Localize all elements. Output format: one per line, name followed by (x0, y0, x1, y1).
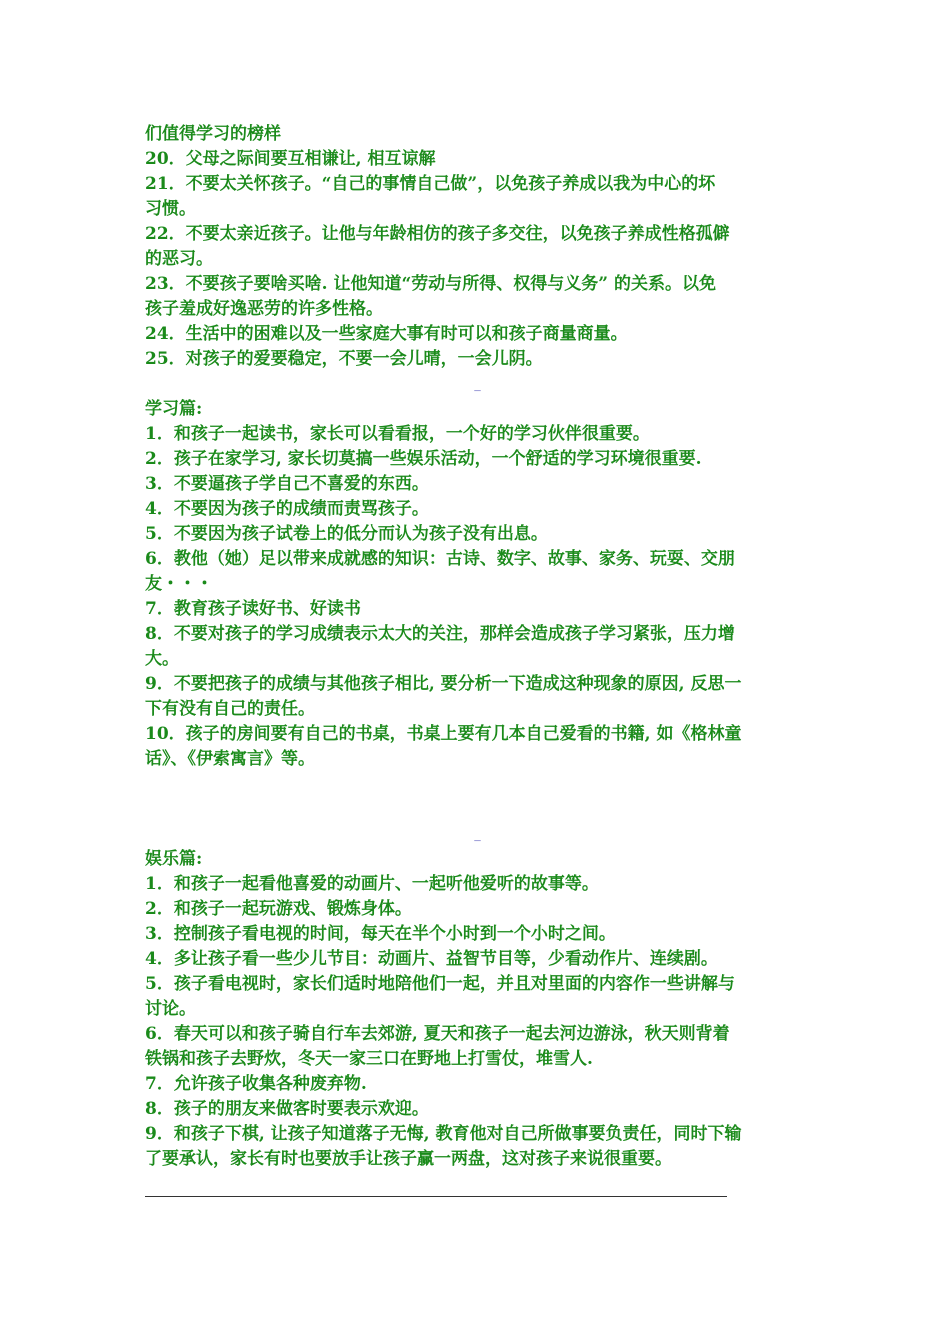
section-heading: 学习篇: (145, 399, 203, 419)
text-line: 7．教育孩子读好书、好读书 (145, 599, 361, 619)
section-entertainment (145, 847, 810, 1172)
text-line: 25．对孩子的爱要稳定，不要一会儿晴，一会儿阴。 (145, 349, 543, 369)
text-line: 9．不要把孩子的成绩与其他孩子相比, 要分析一下造成这种现象的原因, 反思一 (145, 674, 742, 694)
section-separator: _ (474, 827, 481, 842)
section-separator: _ (474, 377, 481, 392)
document-body (145, 122, 810, 1197)
text-line: 了要承认，家长有时也要放手让孩子赢一两盘，这对孩子来说很重要。 (145, 1149, 672, 1169)
text-line: 20．父母之际间要互相谦让, 相互谅解 (145, 149, 436, 169)
text-line: 的恶习。 (145, 249, 213, 269)
text-line: 4．多让孩子看一些少儿节目：动画片、益智节目等，少看动作片、连续剧。 (145, 949, 718, 969)
text-line: 1．和孩子一起读书，家长可以看看报，一个好的学习伙伴很重要。 (145, 424, 650, 444)
text-line: 7．允许孩子收集各种废弃物. (145, 1074, 367, 1094)
text-line: 22．不要太亲近孩子。让他与年龄相仿的孩子多交往，以免孩子养成性格孤僻 (145, 224, 730, 244)
section-study (145, 397, 810, 772)
text-line: 24．生活中的困难以及一些家庭大事有时可以和孩子商量商量。 (145, 324, 628, 344)
spacer (145, 772, 810, 822)
text-line: 23．不要孩子要啥买啥. 让他知道“劳动与所得、权得与义务” 的关系。以免 (145, 274, 716, 294)
text-line: 下有没有自己的责任。 (145, 699, 315, 719)
text-line: 大。 (145, 649, 179, 669)
text-line: 6．春天可以和孩子骑自行车去郊游, 夏天和孩子一起去河边游泳，秋天则背着 (145, 1024, 730, 1044)
text-line: 2．和孩子一起玩游戏、锻炼身体。 (145, 899, 412, 919)
text-line: 8．孩子的朋友来做客时要表示欢迎。 (145, 1099, 429, 1119)
text-line: 21．不要太关怀孩子。“自己的事情自己做”，以免孩子养成以我为中心的坏 (145, 174, 716, 194)
text-line: 们值得学习的榜样 (145, 124, 281, 144)
text-line: 讨论。 (145, 999, 196, 1019)
text-line: 3．控制孩子看电视的时间，每天在半个小时到一个小时之间。 (145, 924, 616, 944)
text-line: 友・・・ (145, 574, 213, 594)
text-line: 3．不要逼孩子学自己不喜爱的东西。 (145, 474, 429, 494)
section-heading: 娱乐篇: (145, 849, 203, 869)
text-line: 10．孩子的房间要有自己的书桌，书桌上要有几本自己爱看的书籍, 如《格林童 (145, 724, 742, 744)
section-family (145, 122, 810, 372)
text-line: 孩子羞成好逸恶劳的许多性格。 (145, 299, 383, 319)
text-line: 习惯。 (145, 199, 196, 219)
text-line: 话》、《伊索寓言》等。 (145, 749, 315, 769)
bottom-rule (145, 1196, 727, 1197)
text-line: 4．不要因为孩子的成绩而责骂孩子。 (145, 499, 429, 519)
text-line: 5．孩子看电视时，家长们适时地陪他们一起，并且对里面的内容作一些讲解与 (145, 974, 735, 994)
text-line: 9．和孩子下棋, 让孩子知道落子无悔, 教育他对自己所做事要负责任，同时下输 (145, 1124, 742, 1144)
text-line: 2．孩子在家学习, 家长切莫搞一些娱乐活动，一个舒适的学习环境很重要. (145, 449, 702, 469)
text-line: 1．和孩子一起看他喜爱的动画片、一起听他爱听的故事等。 (145, 874, 599, 894)
text-line: 铁锅和孩子去野炊，冬天一家三口在野地上打雪仗，堆雪人. (145, 1049, 593, 1069)
text-line: 6．教他（她）足以带来成就感的知识：古诗、数字、故事、家务、玩耍、交朋 (145, 549, 735, 569)
text-line: 8．不要对孩子的学习成绩表示太大的关注，那样会造成孩子学习紧张，压力增 (145, 624, 735, 644)
text-line: 5．不要因为孩子试卷上的低分而认为孩子没有出息。 (145, 524, 548, 544)
